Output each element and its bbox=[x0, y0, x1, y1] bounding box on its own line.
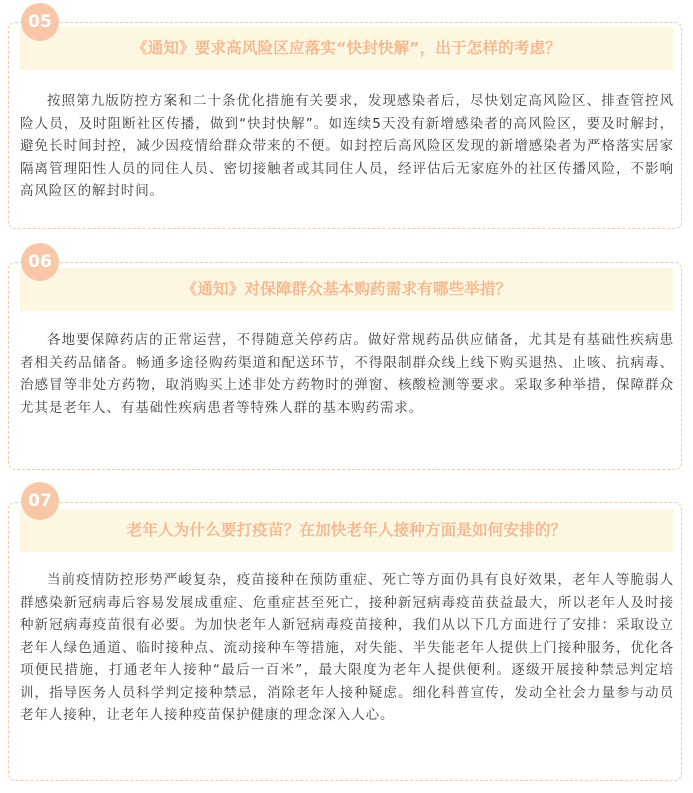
section-title: 《通知》对保障群众基本购药需求有哪些举措？ bbox=[181, 280, 512, 298]
section-title: 老年人为什么要打疫苗？在加快老年人接种方面是如何安排的？ bbox=[126, 521, 567, 539]
section-number-badge: 06 bbox=[21, 243, 59, 281]
section-title-band bbox=[20, 27, 673, 70]
section-title-band bbox=[20, 268, 673, 311]
section-title-band bbox=[20, 509, 673, 552]
section-title: 《通知》要求高风险区应落实“快封快解”，出于怎样的考虑？ bbox=[132, 39, 561, 57]
section-body-text: 当前疫情防控形势严峻复杂，疫苗接种在预防重症、死亡等方面仍具有良好效果，老年人等脆弱人群感染新冠病毒后容易发展成重症、危重症甚至死亡，接种新冠病毒疫苗获益最大，所以老年人及时接种新冠病毒疫苗很有必要。为加快老年人新冠病毒疫苗接种，我们从以下几方面进行了安排：采取设立老年人绿色通道、临时接种点、流动接种车等措施，对失能、半失能老年人提供上门接种服务，优化各项便民措施，打通老年人接种“最后一百米”，最大限度为老年人提供便利。逐级开展接种禁忌判定培训，指导医务人员科学判定接种禁忌，消除老年人接种疑虑。细化科普宣传，发动全社会力量参与动员老年人接种，让老年人接种疫苗保护健康的理念深入人心。 bbox=[20, 572, 674, 723]
section-number-badge: 07 bbox=[21, 482, 59, 520]
section-body-text: 各地要保障药店的正常运营，不得随意关停药店。做好常规药品供应储备，尤其是有基础性疾病患者相关药品储备。畅通多途径购药渠道和配送环节，不得限制群众线上线下购买退热、止咳、抗病毒、治感冒等非处方药物，取消购买上述非处方药物时的弹窗、核酸检测等要求。采取多种举措，保障群众尤其是老年人、有基础性疾病患者等特殊人群的基本购药需求。 bbox=[20, 332, 674, 416]
section-number-badge: 05 bbox=[21, 3, 59, 41]
section-body-text: 按照第九版防控方案和二十条优化措施有关要求，发现感染者后，尽快划定高风险区、排查管控风险人员，及时阻断社区传播，做到“快封快解”。如连续5天没有新增感染者的高风险区，要及时解封，避免长时间封控，减少因疫情给群众带来的不便。如封控后高风险区发现的新增感染者为严格落实居家隔离管理阳性人员的同住人员、密切接触者或其同住人员，经评估后无家庭外的社区传播风险，不影响高风险区的解封时间。 bbox=[20, 93, 674, 199]
